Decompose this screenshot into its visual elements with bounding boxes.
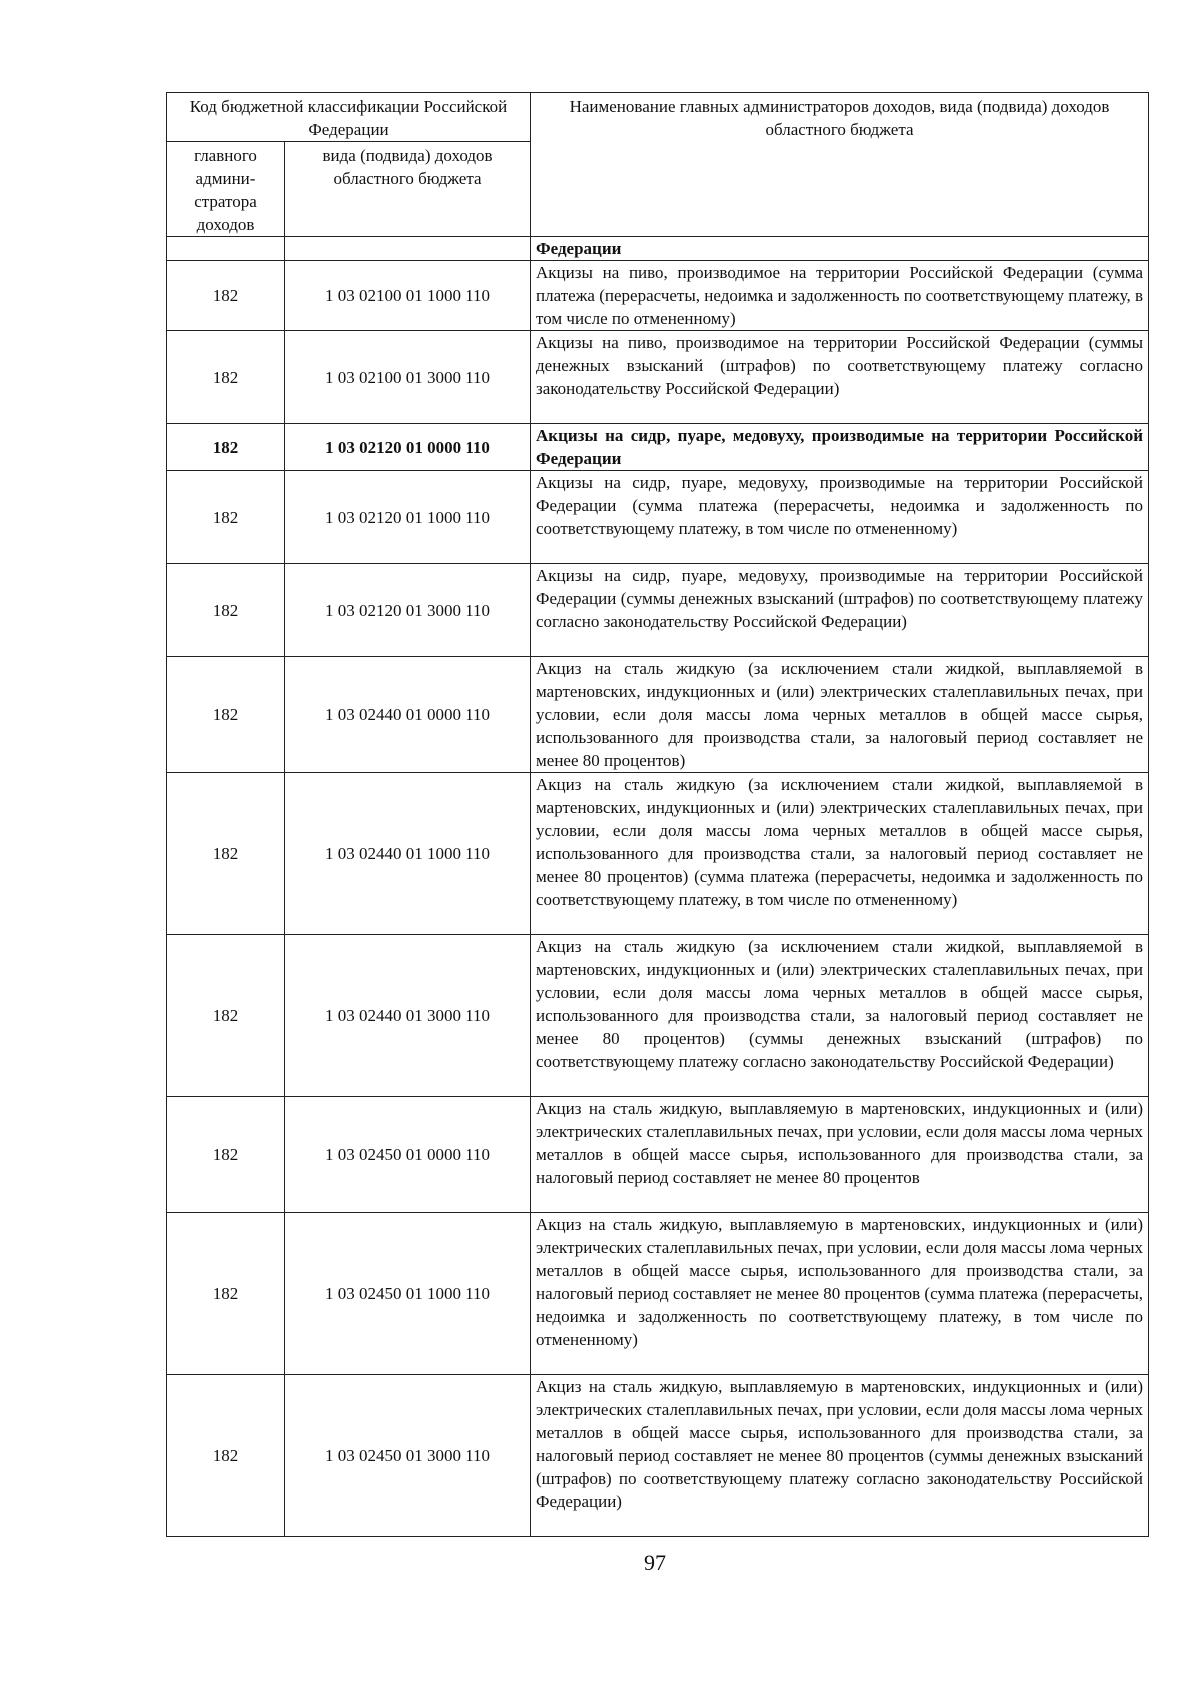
page-number: 97 xyxy=(644,1550,666,1575)
revenue-name-cell: Акцизы на сидр, пуаре, медовуху, производимые на территории Российской Федерации (суммы денежных взысканий (штрафов) по соответствующему платежу согласно законодательству Российской Федерации) xyxy=(531,564,1149,657)
table-row xyxy=(167,935,1149,1097)
table-row xyxy=(167,564,1149,657)
header-name-column: Наименование главных администраторов доходов, вида (подвида) доходов областного бюджета xyxy=(531,93,1149,237)
budget-classification-table xyxy=(166,92,1149,1537)
admin-code-cell: 182 xyxy=(167,1213,285,1375)
revenue-code-cell: 1 03 02100 01 3000 110 xyxy=(285,331,531,424)
revenue-name-cell: Акцизы на пиво, производимое на территории Российской Федерации (суммы денежных взысканий (штрафов) по соответствующему платежу согласно законодательству Российской Федерации) xyxy=(531,331,1149,424)
header-code-group: Код бюджетной классификации Российской Федерации xyxy=(167,93,531,142)
table-row xyxy=(167,1213,1149,1375)
revenue-code-cell: 1 03 02450 01 1000 110 xyxy=(285,1213,531,1375)
continuation-row xyxy=(167,237,1149,261)
header-row-top xyxy=(167,93,1149,142)
admin-code-cell: 182 xyxy=(167,424,285,471)
revenue-name-cell: Акцизы на сидр, пуаре, медовуху, производимые на территории Российской Федерации xyxy=(531,424,1149,471)
revenue-name-cell: Акциз на сталь жидкую, выплавляемую в мартеновских, индукционных и (или) электрических сталеплавильных печах, при условии, если доля массы лома черных металлов в общей массе сырья, использованного для производства стали, за налоговый период составляет не менее 80 процентов xyxy=(531,1097,1149,1213)
revenue-code-cell: 1 03 02120 01 0000 110 xyxy=(285,424,531,471)
continuation-admin-cell xyxy=(167,237,285,261)
admin-code-cell: 182 xyxy=(167,773,285,935)
revenue-name-cell: Акцизы на пиво, производимое на территории Российской Федерации (сумма платежа (перерасчеты, недоимка и задолженность по соответствующему платежу, в том числе по отмененному) xyxy=(531,261,1149,331)
admin-code-cell: 182 xyxy=(167,657,285,773)
revenue-code-cell: 1 03 02450 01 3000 110 xyxy=(285,1375,531,1537)
header-admin-column: главного админи-стратора доходов xyxy=(167,142,285,237)
admin-code-cell: 182 xyxy=(167,564,285,657)
table-row xyxy=(167,261,1149,331)
table-row xyxy=(167,773,1149,935)
table-row xyxy=(167,657,1149,773)
table-row xyxy=(167,471,1149,564)
continuation-name-cell: Федерации xyxy=(531,237,1149,261)
revenue-code-cell: 1 03 02450 01 0000 110 xyxy=(285,1097,531,1213)
table-row xyxy=(167,331,1149,424)
admin-code-cell: 182 xyxy=(167,261,285,331)
revenue-name-cell: Акциз на сталь жидкую, выплавляемую в мартеновских, индукционных и (или) электрических сталеплавильных печах, при условии, если доля массы лома черных металлов в общей массе сырья, использованного для производства стали, за налоговый период составляет не менее 80 процентов (сумма платежа (перерасчеты, недоимка и задолженность по соответствующему платежу, в том числе по отмененному) xyxy=(531,1213,1149,1375)
revenue-code-cell: 1 03 02440 01 1000 110 xyxy=(285,773,531,935)
header-type-column: вида (подвида) доходов областного бюджета xyxy=(285,142,531,237)
revenue-name-cell: Акциз на сталь жидкую (за исключением стали жидкой, выплавляемой в мартеновских, индукционных и (или) электрических сталеплавильных печах, при условии, если доля массы лома черных металлов в общей массе сырья, использованного для производства стали, за налоговый период составляет не менее 80 процентов) xyxy=(531,657,1149,773)
revenue-code-cell: 1 03 02120 01 1000 110 xyxy=(285,471,531,564)
revenue-code-cell: 1 03 02120 01 3000 110 xyxy=(285,564,531,657)
revenue-code-cell: 1 03 02100 01 1000 110 xyxy=(285,261,531,331)
revenue-name-cell: Акциз на сталь жидкую (за исключением стали жидкой, выплавляемой в мартеновских, индукционных и (или) электрических сталеплавильных печах, при условии, если доля массы лома черных металлов в общей массе сырья, использованного для производства стали, за налоговый период составляет не менее 80 процентов) (суммы денежных взысканий (штрафов) по соответствующему платежу согласно законодательству Российской Федерации) xyxy=(531,935,1149,1097)
admin-code-cell: 182 xyxy=(167,1375,285,1537)
continuation-code-cell xyxy=(285,237,531,261)
table-row xyxy=(167,1375,1149,1537)
revenue-code-cell: 1 03 02440 01 0000 110 xyxy=(285,657,531,773)
admin-code-cell: 182 xyxy=(167,471,285,564)
revenue-name-cell: Акцизы на сидр, пуаре, медовуху, производимые на территории Российской Федерации (сумма платежа (перерасчеты, недоимка и задолженность по соответствующему платежу, в том числе по отмененному) xyxy=(531,471,1149,564)
admin-code-cell: 182 xyxy=(167,331,285,424)
revenue-name-cell: Акциз на сталь жидкую (за исключением стали жидкой, выплавляемой в мартеновских, индукционных и (или) электрических сталеплавильных печах, при условии, если доля массы лома черных металлов в общей массе сырья, использованного для производства стали, за налоговый период составляет не менее 80 процентов) (сумма платежа (перерасчеты, недоимка и задолженность по соответствующему платежу, в том числе по отмененному) xyxy=(531,773,1149,935)
table-row xyxy=(167,1097,1149,1213)
admin-code-cell: 182 xyxy=(167,935,285,1097)
revenue-code-cell: 1 03 02440 01 3000 110 xyxy=(285,935,531,1097)
table-row xyxy=(167,424,1149,471)
revenue-name-cell: Акциз на сталь жидкую, выплавляемую в мартеновских, индукционных и (или) электрических сталеплавильных печах, при условии, если доля массы лома черных металлов в общей массе сырья, использованного для производства стали, за налоговый период составляет не менее 80 процентов (суммы денежных взысканий (штрафов) по соответствующему платежу согласно законодательству Российской Федерации) xyxy=(531,1375,1149,1537)
admin-code-cell: 182 xyxy=(167,1097,285,1213)
